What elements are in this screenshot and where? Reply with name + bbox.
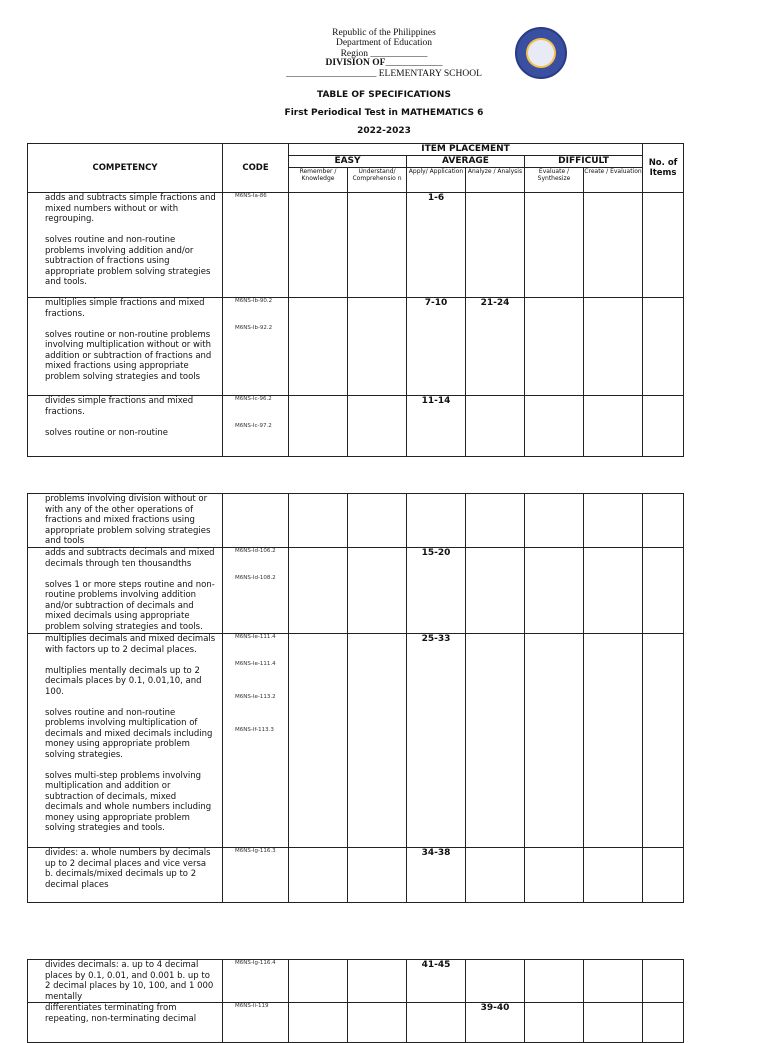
code-cell <box>223 848 289 903</box>
evaluate-cell <box>525 298 584 396</box>
remember-cell <box>289 848 348 903</box>
doc-title: TABLE OF SPECIFICATIONS <box>317 90 451 100</box>
code-cell <box>223 960 289 1003</box>
header-line-republic: Republic of the Philippines <box>332 28 436 38</box>
understand-cell <box>348 848 407 903</box>
table-row <box>28 298 684 396</box>
apply-header: Apply/ Application <box>407 168 466 193</box>
understand-cell <box>348 960 407 1003</box>
competency-cell: adds and subtracts decimals and mixed decimals through ten thousandths solves 1 or more steps routine and non-routine problems involving addition and/or subtraction of decimals and mixed decimals using appropriate problem solving strategies and tools. <box>28 548 223 634</box>
create-cell <box>584 396 643 457</box>
code-cell <box>223 193 289 298</box>
code-cell <box>223 494 289 548</box>
apply-cell: 7-10 <box>407 298 466 396</box>
evaluate-cell <box>525 1003 584 1043</box>
code-cell <box>223 634 289 848</box>
table-row <box>28 193 684 298</box>
no-items-cell <box>643 848 684 903</box>
apply-cell <box>407 494 466 548</box>
code-value: M6NS-Ie-113.2 <box>235 694 276 700</box>
create-cell <box>584 1003 643 1043</box>
create-cell <box>584 494 643 548</box>
easy-header: EASY <box>289 156 407 168</box>
competency-cell: differentiates terminating from repeating, non-terminating decimal <box>28 1003 223 1043</box>
remember-header: Remember / Knowledge <box>289 168 348 193</box>
analyze-cell: 21-24 <box>466 298 525 396</box>
understand-cell <box>348 1003 407 1043</box>
remember-cell <box>289 396 348 457</box>
code-value: M6NS-Id-106.2 <box>235 548 276 554</box>
tos-table-page3 <box>27 959 684 1043</box>
table-row <box>28 1003 684 1043</box>
no-items-cell <box>643 548 684 634</box>
tos-table-page1 <box>27 143 684 457</box>
apply-cell: 34-38 <box>407 848 466 903</box>
average-header: AVERAGE <box>407 156 525 168</box>
competency-cell: divides: a. whole numbers by decimals up to 2 decimal places and vice versa b. decimals/mixed decimals up to 2 decimal places <box>28 848 223 903</box>
no-items-cell <box>643 1003 684 1043</box>
table-row <box>28 494 684 548</box>
code-header: CODE <box>223 144 289 193</box>
analyze-cell <box>466 848 525 903</box>
code-value: M6NS-If-113.3 <box>235 727 274 733</box>
doc-year: 2022-2023 <box>357 126 411 136</box>
code-value: M6NS-Ie-111.4 <box>235 661 276 667</box>
code-cell <box>223 298 289 396</box>
apply-cell <box>407 1003 466 1043</box>
evaluate-cell <box>525 193 584 298</box>
create-cell <box>584 848 643 903</box>
no-items-cell <box>643 494 684 548</box>
code-value: M6NS-Id-108.2 <box>235 575 276 581</box>
table-row <box>28 634 684 848</box>
apply-cell: 11-14 <box>407 396 466 457</box>
code-value: M6NS-Ia-86 <box>235 193 267 199</box>
table-row <box>28 960 684 1003</box>
remember-cell <box>289 960 348 1003</box>
code-value: M6NS-Ib-92.2 <box>235 325 273 331</box>
code-value: M6NS-Ib-90.2 <box>235 298 273 304</box>
code-value: M6NS-Ic-97.2 <box>235 423 272 429</box>
apply-cell: 1-6 <box>407 193 466 298</box>
header-line-division <box>0 58 768 68</box>
create-cell <box>584 548 643 634</box>
no-items-cell <box>643 960 684 1003</box>
competency-cell: divides decimals: a. up to 4 decimal places by 0.1, 0.01, and 0.001 b. up to 2 decimal places by 10, 100, and 1 000 mentally <box>28 960 223 1003</box>
create-cell <box>584 960 643 1003</box>
analyze-cell: 39-40 <box>466 1003 525 1043</box>
analyze-cell <box>466 634 525 848</box>
analyze-cell <box>466 193 525 298</box>
header-line-school: ___________________ ELEMENTARY SCHOOL <box>286 69 482 79</box>
analyze-cell <box>466 494 525 548</box>
apply-cell: 15-20 <box>407 548 466 634</box>
evaluate-cell <box>525 548 584 634</box>
understand-cell <box>348 494 407 548</box>
code-cell <box>223 548 289 634</box>
understand-header: Understand/ Comprehensio n <box>348 168 407 193</box>
understand-cell <box>348 298 407 396</box>
no-items-cell <box>643 396 684 457</box>
competency-cell: multiplies simple fractions and mixed fractions. solves routine or non-routine problems involving multiplication without or with addition or subtraction of fractions and mixed fractions using appropriate problem solving strategies and tools <box>28 298 223 396</box>
evaluate-cell <box>525 960 584 1003</box>
evaluate-cell <box>525 848 584 903</box>
remember-cell <box>289 634 348 848</box>
understand-cell <box>348 396 407 457</box>
evaluate-cell <box>525 634 584 848</box>
item-placement-header: ITEM PLACEMENT <box>289 144 643 156</box>
competency-cell: problems involving division without or with any of the other operations of fractions and mixed fractions using appropriate problem solving strategies and tools <box>28 494 223 548</box>
create-cell <box>584 634 643 848</box>
code-value: M6NS-Ie-111.4 <box>235 634 276 640</box>
table-row <box>28 848 684 903</box>
deped-seal-icon <box>515 27 567 79</box>
analyze-header: Analyze / Analysis <box>466 168 525 193</box>
division-blank: ____________ <box>385 58 443 68</box>
remember-cell <box>289 298 348 396</box>
evaluate-header: Evaluate / Synthesize <box>525 168 584 193</box>
understand-cell <box>348 548 407 634</box>
remember-cell <box>289 1003 348 1043</box>
tos-table-page2 <box>27 493 684 903</box>
code-cell <box>223 396 289 457</box>
create-cell <box>584 193 643 298</box>
code-value: M6NS-Ic-96.2 <box>235 396 272 402</box>
apply-cell: 41-45 <box>407 960 466 1003</box>
table-row <box>28 548 684 634</box>
analyze-cell <box>466 960 525 1003</box>
competency-cell: adds and subtracts simple fractions and mixed numbers without or with regrouping. solves routine and non-routine problems involving addition and/or subtraction of fractions using appropriate problem solving strategies and tools. <box>28 193 223 298</box>
no-items-header: No. of Items <box>643 144 684 193</box>
code-value: M6NS-Ii-119 <box>235 1003 269 1009</box>
header-line-region: Region ____________ <box>340 49 428 59</box>
create-header: Create / Evaluation <box>584 168 643 193</box>
division-label: DIVISION OF <box>325 58 386 68</box>
analyze-cell <box>466 548 525 634</box>
evaluate-cell <box>525 494 584 548</box>
header-line-deped: Department of Education <box>335 38 433 48</box>
doc-subtitle: First Periodical Test in MATHEMATICS 6 <box>284 108 484 118</box>
analyze-cell <box>466 396 525 457</box>
no-items-cell <box>643 193 684 298</box>
code-value: M6NS-Ig-116.3 <box>235 848 276 854</box>
remember-cell <box>289 193 348 298</box>
evaluate-cell <box>525 396 584 457</box>
no-items-cell <box>643 634 684 848</box>
remember-cell <box>289 494 348 548</box>
difficult-header: DIFFICULT <box>525 156 643 168</box>
remember-cell <box>289 548 348 634</box>
code-cell <box>223 1003 289 1043</box>
competency-header: COMPETENCY <box>28 144 223 193</box>
competency-cell: multiplies decimals and mixed decimals with factors up to 2 decimal places. multiplies mentally decimals up to 2 decimals places by 0.1, 0.01,10, and 100. solves routine and non-routine problems involving multiplication of decimals and mixed decimals including money using appropriate problem solving strategies. solves multi-step problems involving multiplication and addition or subtraction of decimals, mixed decimals and whole numbers including money using appropriate problem solving strategies and tools. <box>28 634 223 848</box>
competency-cell: divides simple fractions and mixed fractions. solves routine or non-routine <box>28 396 223 457</box>
table-row <box>28 396 684 457</box>
no-items-cell <box>643 298 684 396</box>
understand-cell <box>348 634 407 848</box>
create-cell <box>584 298 643 396</box>
understand-cell <box>348 193 407 298</box>
code-value: M6NS-Ig-116.4 <box>235 960 276 966</box>
apply-cell: 25-33 <box>407 634 466 848</box>
